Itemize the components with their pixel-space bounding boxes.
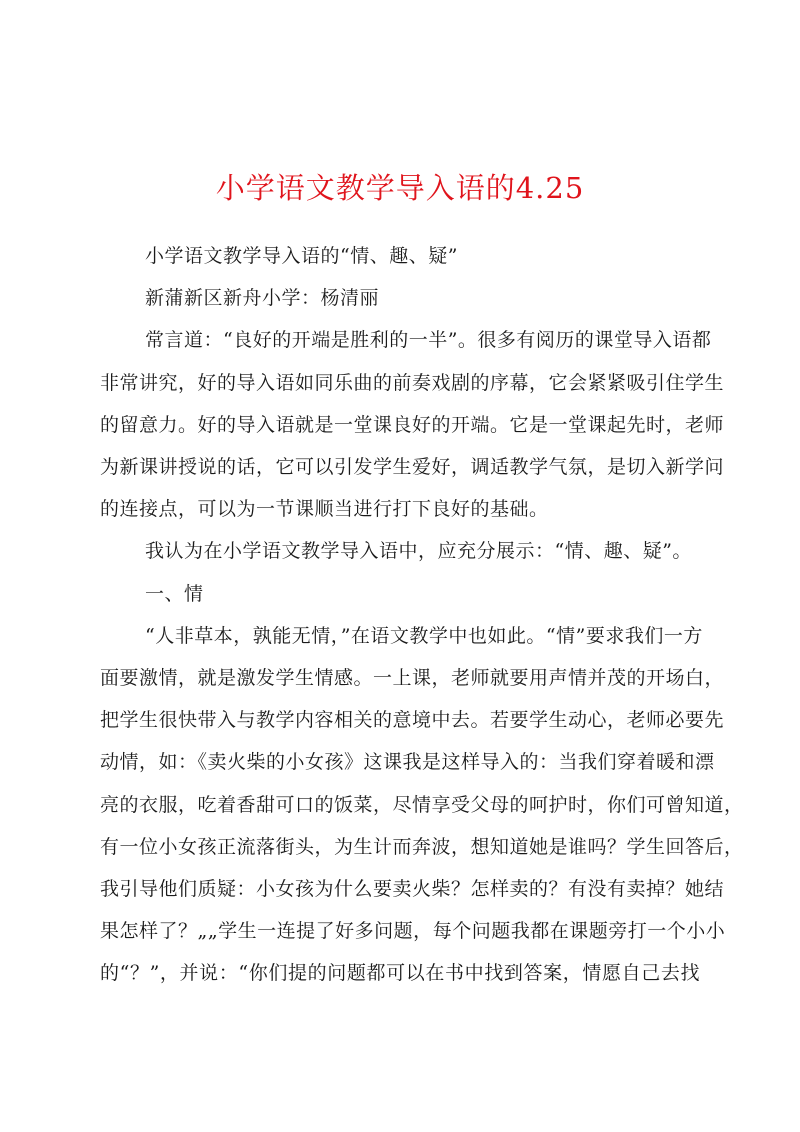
paragraph-line: 把学生很快带入与教学内容相关的意境中去。若要学生动心，老师必要先 xyxy=(100,709,725,731)
document-title: 小学语文教学导入语的4.25 xyxy=(215,171,585,205)
subtitle-line: 小学语文教学导入语的“情、趣、疑” xyxy=(145,245,458,267)
paragraph-line: 为新课讲授说的话，它可以引发学生爱好，调适教学气氛，是切入新学问 xyxy=(100,456,725,478)
paragraph-line: 的“？”，并说：“你们提的问题都可以在书中找到答案，情愿自己去找 xyxy=(100,962,700,984)
paragraph-line: 面要激情，就是激发学生情感。一上课，老师就要用声情并茂的开场白， xyxy=(100,667,725,689)
paragraph-line: 果怎样了？„„学生一连提了好多问题，每个问题我都在课题旁打一个小小 xyxy=(100,920,726,942)
paragraph-line: 动情，如：《卖火柴的小女孩》这课我是这样导入的：当我们穿着暖和漂 xyxy=(100,751,715,773)
paragraph-line: “人非草本，孰能无情，”在语文教学中也如此。“情”要求我们一方 xyxy=(145,625,703,647)
paragraph-line: 我认为在小学语文教学导入语中，应充分展示：“情、趣、疑”。 xyxy=(145,540,692,562)
author-line: 新蒲新区新舟小学：杨清丽 xyxy=(145,287,380,309)
paragraph-line: 非常讲究，好的导入语如同乐曲的前奏戏剧的序幕，它会紧紧吸引住学生 xyxy=(100,372,725,394)
section-heading: 一、情 xyxy=(145,583,204,605)
paragraph-line: 亮的衣服，吃着香甜可口的饭菜，尽情享受父母的呵护时，你们可曾知道， xyxy=(100,794,744,816)
paragraph-line: 我引导他们质疑：小女孩为什么要卖火柴？怎样卖的？有没有卖掉？她结 xyxy=(100,878,725,900)
paragraph-line: 的连接点，可以为一节课顺当进行打下良好的基础。 xyxy=(100,498,549,520)
paragraph-line: 常言道：“良好的开端是胜利的一半”。很多有阅历的课堂导入语都 xyxy=(145,329,712,351)
paragraph-line: 的留意力。好的导入语就是一堂课良好的开端。它是一堂课起先时，老师 xyxy=(100,414,725,436)
paragraph-line: 有一位小女孩正流落街头，为生计而奔波，想知道她是谁吗？学生回答后， xyxy=(100,836,744,858)
